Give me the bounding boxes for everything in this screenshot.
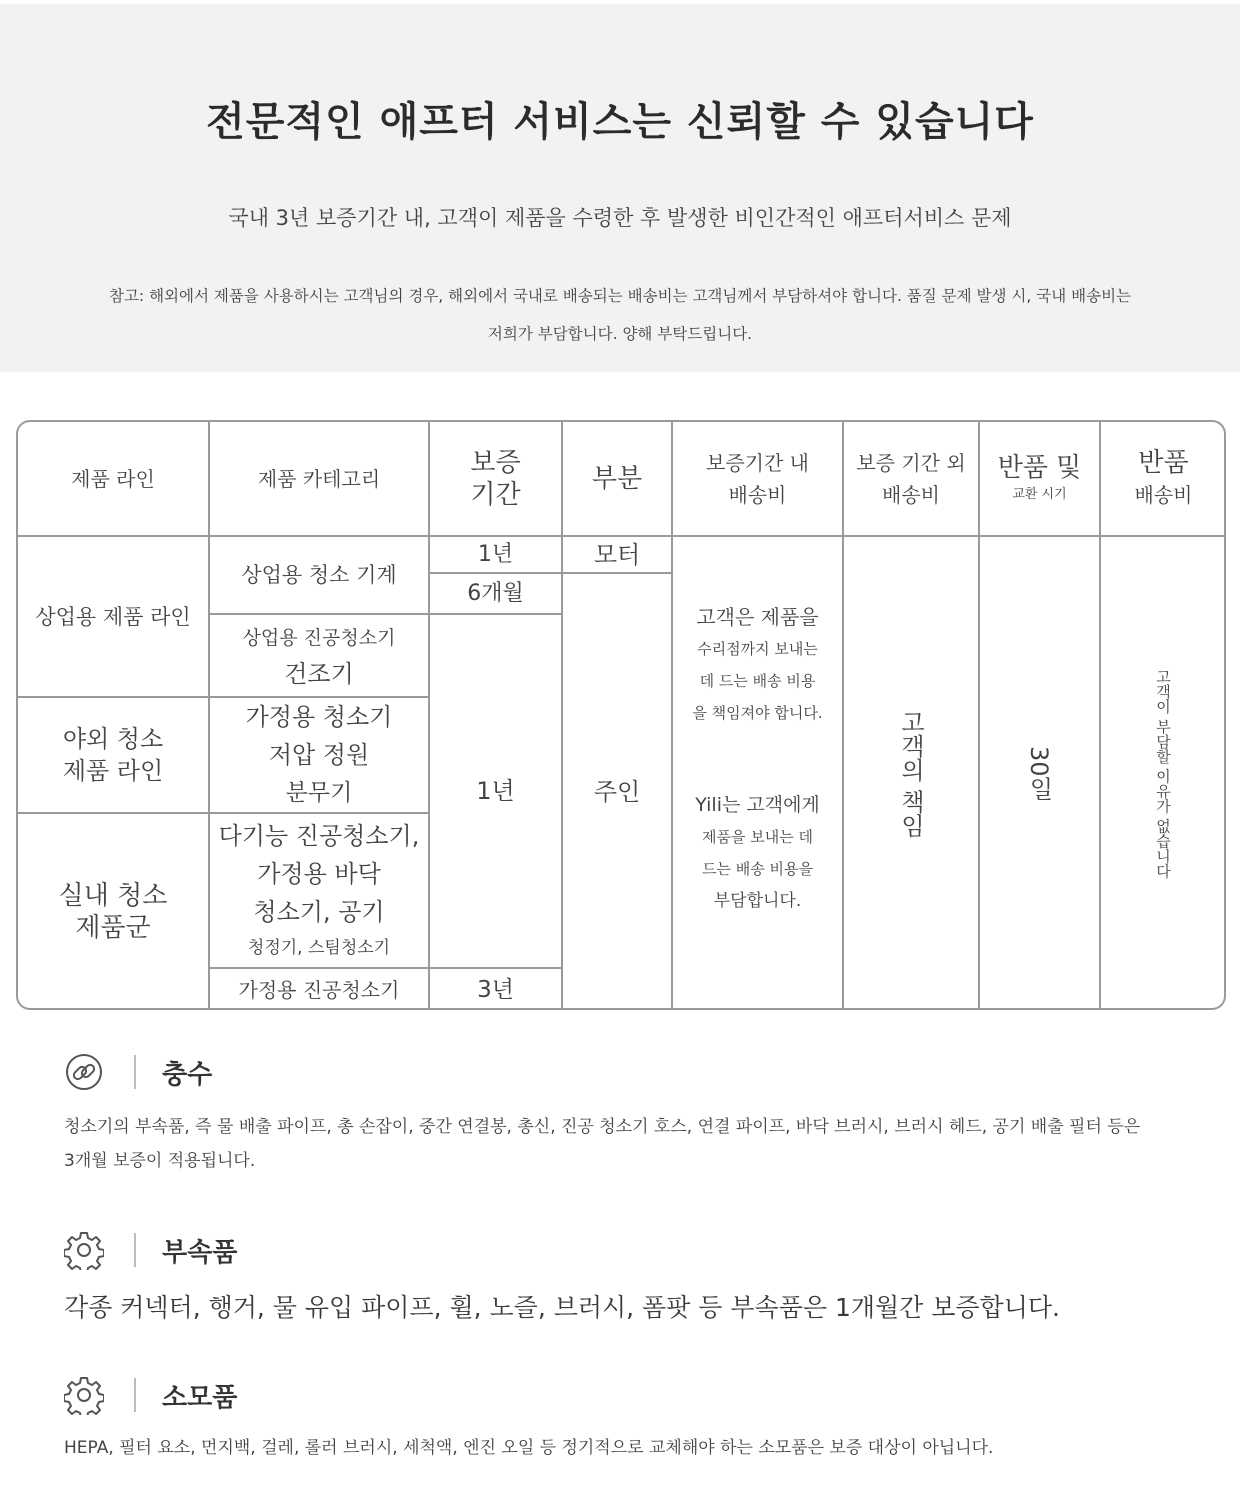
cell-text: 실내 청소 (58, 881, 168, 911)
section-title: 부속품 (162, 1237, 238, 1268)
company-shipping-text (695, 789, 820, 917)
return-shipping-cell (1101, 537, 1226, 1010)
header-part (563, 422, 671, 535)
header-label: 배송비 (728, 482, 787, 507)
cell-text: 가정용 청소기 (245, 703, 393, 731)
consumables-section (64, 1375, 1184, 1465)
header-label: 배송비 (1134, 482, 1193, 507)
header-label: 보증 (470, 447, 521, 478)
section-title: 충수 (162, 1059, 213, 1090)
header-shipping-in-warranty (673, 422, 842, 535)
cell-text: 고객은 제품을 (696, 604, 819, 629)
category-indoor (210, 814, 428, 967)
header-return-period (980, 422, 1099, 535)
return-period-cell (980, 537, 1099, 1010)
section-header (64, 1230, 1184, 1270)
cell-text: 상업용 청소 기계 (241, 563, 397, 587)
header-label: 제품 라인 (71, 466, 155, 491)
cell-text: 제품을 보내는 데 (702, 827, 813, 846)
header-category (210, 422, 428, 535)
shipping-note-line: 참고: 해외에서 제품을 사용하시는 고객님의 경우, 해외에서 국내로 배송되는 배송비는 고객님께서 부담하셔야 합니다. 품질 문제 발생 시, 국내 배송비는 (108, 287, 1132, 305)
cell-text: 청소기, 공기 (253, 897, 385, 926)
cell-text: Yili는 고객에게 (695, 793, 820, 816)
section-body: 각종 커넥터, 행거, 물 유입 파이프, 휠, 노즐, 브러시, 폼팟 등 부속품은 1개월간 보증합니다. (64, 1293, 1060, 1322)
page-subtitle: 국내 3년 보증기간 내, 고객이 제품을 수령한 후 발생한 비인간적인 애프터서비스 문제 (228, 206, 1012, 230)
cell-text: 1년 (476, 777, 515, 805)
category-home-vacuum (210, 969, 428, 1010)
shipping-note-line: 저희가 부담합니다. 양해 부탁드립니다. (487, 325, 753, 343)
divider (134, 1378, 136, 1412)
section-body (64, 1110, 1184, 1178)
header-warranty-period (430, 422, 561, 535)
cell-text: 다기능 진공청소기, (218, 821, 420, 850)
cell-text: 제품 라인 (62, 757, 164, 785)
cell-text: 30일 (1025, 746, 1053, 801)
product-line-commercial (18, 537, 208, 696)
shipping-note (60, 277, 1180, 353)
shipping-in-warranty-cell (673, 537, 842, 1010)
cell-text: 부담합니다. (713, 890, 802, 911)
hero-banner (0, 4, 1240, 372)
page-title: 전문적인 애프터 서비스는 신뢰할 수 있습니다 (206, 99, 1034, 145)
warranty-1-year (430, 537, 561, 572)
header-return-shipping (1101, 422, 1226, 535)
cell-text: 데 드는 배송 비용 (699, 671, 816, 690)
header-label: 기간 (470, 479, 521, 510)
category-commercial-cleaner (210, 537, 428, 613)
warranty-1-year-main (430, 615, 561, 967)
gear-icon (64, 1230, 104, 1270)
customer-shipping-text (692, 601, 822, 729)
category-outdoor (210, 698, 428, 812)
cell-text: 고객의 책임 (896, 709, 925, 838)
warranty-table (16, 420, 1226, 1010)
cell-text: 모터 (593, 540, 641, 569)
divider (134, 1233, 136, 1267)
header-label: 배송비 (882, 482, 940, 507)
section-body: HEPA, 필터 요소, 먼지백, 걸레, 롤러 브러시, 세척액, 엔진 오일 등 정기적으로 교체해야 하는 소모품은 보증 대상이 아닙니다. (64, 1438, 994, 1458)
section-header (64, 1375, 1184, 1415)
header-label: 반품 및 (997, 452, 1082, 483)
cell-text: 상업용 제품 라인 (35, 604, 191, 629)
category-commercial-vacuum-dryer (210, 615, 428, 696)
product-line-outdoor (18, 698, 208, 812)
cell-text: 을 책임져야 합니다. (692, 703, 823, 722)
cell-text: 건조기 (284, 659, 354, 688)
cell-text: 청정기, 스팀청소기 (247, 937, 391, 958)
cell-text: 수리점까지 보내는 (697, 639, 818, 658)
header-shipping-out-warranty (844, 422, 978, 535)
header-label: 반품 (1138, 447, 1189, 478)
cell-text: 고객이 부담할 이유가 없습니다 (1154, 668, 1172, 879)
header-label: 보증 기간 외 (856, 450, 966, 475)
cell-text: 3년 (477, 976, 514, 1003)
accessories-section (64, 1230, 1184, 1328)
header-label: 제품 카테고리 (257, 466, 381, 491)
cell-text: 6개월 (467, 580, 524, 606)
section-body-line: 청소기의 부속품, 즉 물 배출 파이프, 총 손잡이, 중간 연결봉, 총신, 진공 청소기 호스, 연결 파이프, 바닥 브러시, 브러시 헤드, 공기 배출 필터 등은 (64, 1117, 1141, 1137)
section-body-line: 3개월 보증이 적용됩니다. (64, 1151, 256, 1171)
cell-text: 가정용 바닥 (257, 859, 381, 888)
cell-text: 야외 청소 (62, 725, 164, 753)
header-product-line (18, 422, 208, 535)
part-main (563, 574, 671, 1010)
section-title: 소모품 (162, 1382, 238, 1413)
cell-text: 분무기 (285, 780, 353, 806)
divider (134, 1055, 136, 1089)
cell-text: 저압 정원 (268, 741, 370, 769)
cell-text: 1년 (477, 541, 514, 567)
charging-section (64, 1052, 1184, 1178)
cell-text: 주인 (593, 778, 641, 806)
cell-text: 상업용 진공청소기 (242, 626, 396, 649)
product-line-indoor (18, 814, 208, 1010)
warranty-6-months (430, 574, 561, 613)
header-label: 교환 시기 (1012, 486, 1067, 502)
shipping-out-warranty-cell (844, 537, 978, 1010)
part-motor (563, 537, 671, 572)
gear-icon (64, 1375, 104, 1415)
section-header (64, 1052, 1184, 1092)
link-icon (64, 1052, 104, 1092)
header-label: 보증기간 내 (706, 450, 809, 475)
header-label: 부분 (591, 463, 643, 494)
cell-text: 드는 배송 비용을 (702, 859, 813, 878)
cell-text: 가정용 진공청소기 (238, 977, 400, 1002)
warranty-3-years (430, 969, 561, 1010)
cell-text: 제품군 (75, 913, 151, 943)
